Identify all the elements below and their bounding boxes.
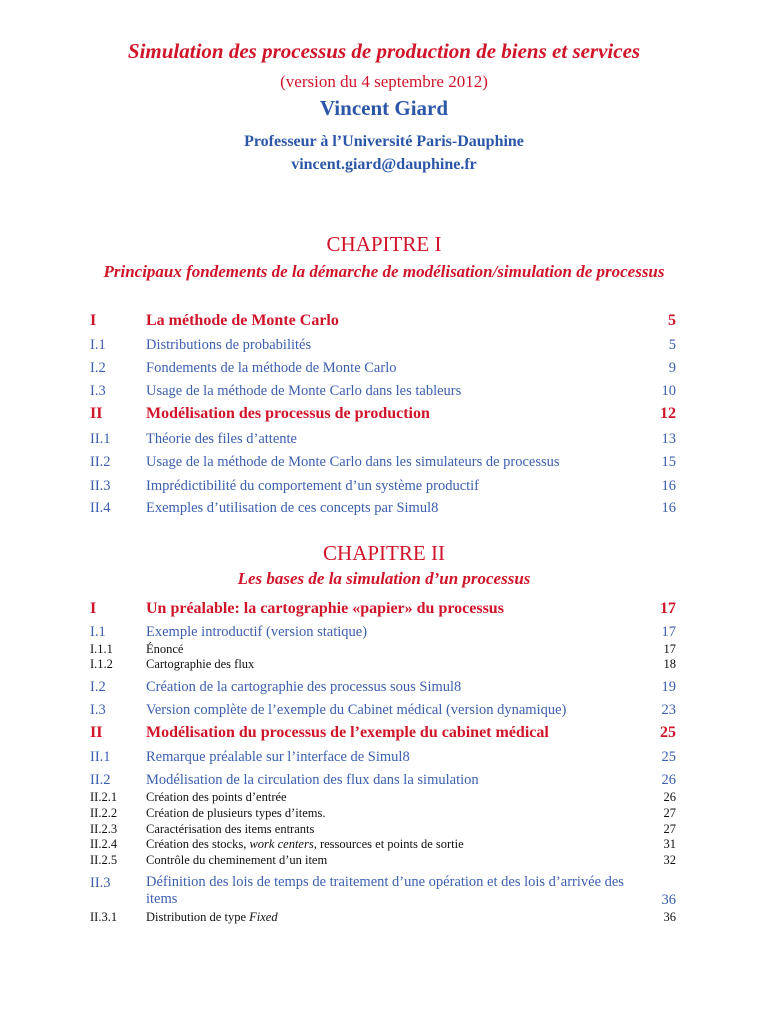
- toc-page: 18: [663, 657, 676, 671]
- toc-number: I: [90, 600, 97, 617]
- toc-title: Modélisation des processus de production: [146, 405, 430, 422]
- toc-title: Cartographie des flux: [146, 657, 255, 671]
- toc-title: Exemples d’utilisation de ces concepts par Simul8: [146, 500, 439, 516]
- toc-number: II: [90, 724, 103, 741]
- toc-page: 32: [663, 853, 676, 867]
- toc-number: II.2.5: [90, 853, 118, 867]
- chapter-1-subtitle: Principaux fondements de la démarche de modélisation/simulation de processus: [103, 262, 665, 281]
- toc-title: Modélisation du processus de l’exemple du cabinet médical: [146, 724, 549, 741]
- document-version: (version du 4 septembre 2012): [280, 72, 488, 91]
- toc-page: 5: [668, 312, 676, 329]
- toc-title: [146, 910, 646, 925]
- toc-page: 10: [661, 383, 676, 399]
- toc-page: 16: [661, 500, 676, 516]
- toc-title: Distributions de probabilités: [146, 337, 312, 353]
- toc-page: 17: [661, 624, 676, 640]
- toc-number: I: [90, 312, 97, 329]
- toc-title: Usage de la méthode de Monte Carlo dans les simulateurs de processus: [146, 454, 560, 470]
- toc-number: I.3: [90, 383, 106, 399]
- toc-title: Création de la cartographie des processus sous Simul8: [146, 679, 462, 695]
- toc-title-emphasis: Fixed: [249, 910, 278, 924]
- toc-page: 36: [661, 892, 676, 908]
- document-title: Simulation des processus de production de biens et services: [127, 39, 641, 63]
- author-name: Vincent Giard: [319, 96, 449, 120]
- toc-number: II.2: [90, 772, 111, 788]
- chapter-2-heading: CHAPITRE II: [323, 541, 445, 565]
- toc-page: 36: [663, 910, 676, 924]
- toc-page: 12: [660, 405, 676, 422]
- toc-title: Usage de la méthode de Monte Carlo dans les tableurs: [146, 383, 462, 399]
- toc-page: 26: [663, 790, 676, 804]
- toc-number: II.3.1: [90, 910, 118, 924]
- toc-number: II.2.4: [90, 837, 118, 851]
- toc-title-part: , ressources et points de sortie: [313, 837, 464, 851]
- toc-number: II: [90, 405, 103, 422]
- chapter-1-heading: CHAPITRE I: [326, 232, 442, 256]
- toc-title: Fondements de la méthode de Monte Carlo: [146, 360, 397, 376]
- toc-title: Exemple introductif (version statique): [146, 624, 368, 640]
- toc-title: Énoncé: [146, 642, 184, 656]
- toc-title: Un préalable: la cartographie «papier» du processus: [146, 600, 504, 617]
- toc-page: 5: [668, 337, 676, 353]
- toc-number: I.3: [90, 702, 106, 718]
- toc-page: 13: [661, 431, 676, 447]
- toc-number: I.2: [90, 360, 106, 376]
- toc-page: 27: [663, 806, 676, 820]
- toc-number: II.2: [90, 454, 111, 470]
- toc-title: Remarque préalable sur l’interface de Simul8: [146, 749, 410, 765]
- author-affiliation: Professeur à l’Université Paris-Dauphine: [244, 133, 524, 150]
- toc-title: Contrôle du cheminement d’un item: [146, 853, 328, 867]
- toc-title: La méthode de Monte Carlo: [146, 312, 339, 329]
- toc-title: Caractérisation des items entrants: [146, 822, 315, 836]
- toc-number: II.3: [90, 875, 111, 891]
- toc-page: 25: [661, 749, 676, 765]
- toc-page: 25: [660, 724, 676, 741]
- chapter-2-subtitle: Les bases de la simulation d’un processus: [237, 569, 531, 588]
- toc-page: 31: [663, 837, 676, 851]
- toc-number: I.1: [90, 624, 106, 640]
- toc-page: 27: [663, 822, 676, 836]
- toc-number: II.2.2: [90, 806, 118, 820]
- toc-page: 17: [660, 600, 676, 617]
- toc-page: 23: [661, 702, 676, 718]
- toc-number: II.4: [90, 500, 111, 516]
- toc-number: II.2.3: [90, 822, 118, 836]
- toc-number: I.1: [90, 337, 106, 353]
- toc-number: II.1: [90, 431, 111, 447]
- toc-page: 26: [661, 772, 676, 788]
- toc-title-part: Création des stocks,: [146, 837, 250, 851]
- toc-number: II.2.1: [90, 790, 118, 804]
- toc-number: II.1: [90, 749, 111, 765]
- toc-title: Création de plusieurs types d’items.: [146, 806, 326, 820]
- toc-title: Définition des lois de temps de traitement d’une opération et des lois d’arrivée des items: [146, 874, 624, 907]
- toc-title-part: Distribution de type: [146, 910, 250, 924]
- toc-page: 17: [663, 642, 676, 656]
- author-email: vincent.giard@dauphine.fr: [291, 156, 477, 173]
- toc-page: 9: [668, 360, 676, 376]
- toc-page: 16: [661, 478, 676, 494]
- toc-title: Version complète de l’exemple du Cabinet médical (version dynamique): [146, 702, 567, 718]
- toc-page: 19: [661, 679, 676, 695]
- toc-title-emphasis: work centers: [249, 837, 314, 851]
- toc-title: Théorie des files d’attente: [146, 431, 297, 447]
- toc-title: Création des points d’entrée: [146, 790, 287, 804]
- toc-title: [146, 837, 646, 852]
- toc-number: I.1.1: [90, 642, 113, 656]
- toc-title: Modélisation de la circulation des flux dans la simulation: [146, 772, 479, 788]
- toc-number: I.1.2: [90, 657, 113, 671]
- toc-number: I.2: [90, 679, 106, 695]
- toc-number: II.3: [90, 478, 111, 494]
- toc-page: 15: [661, 454, 676, 470]
- toc-title: Imprédictibilité du comportement d’un système productif: [146, 478, 480, 494]
